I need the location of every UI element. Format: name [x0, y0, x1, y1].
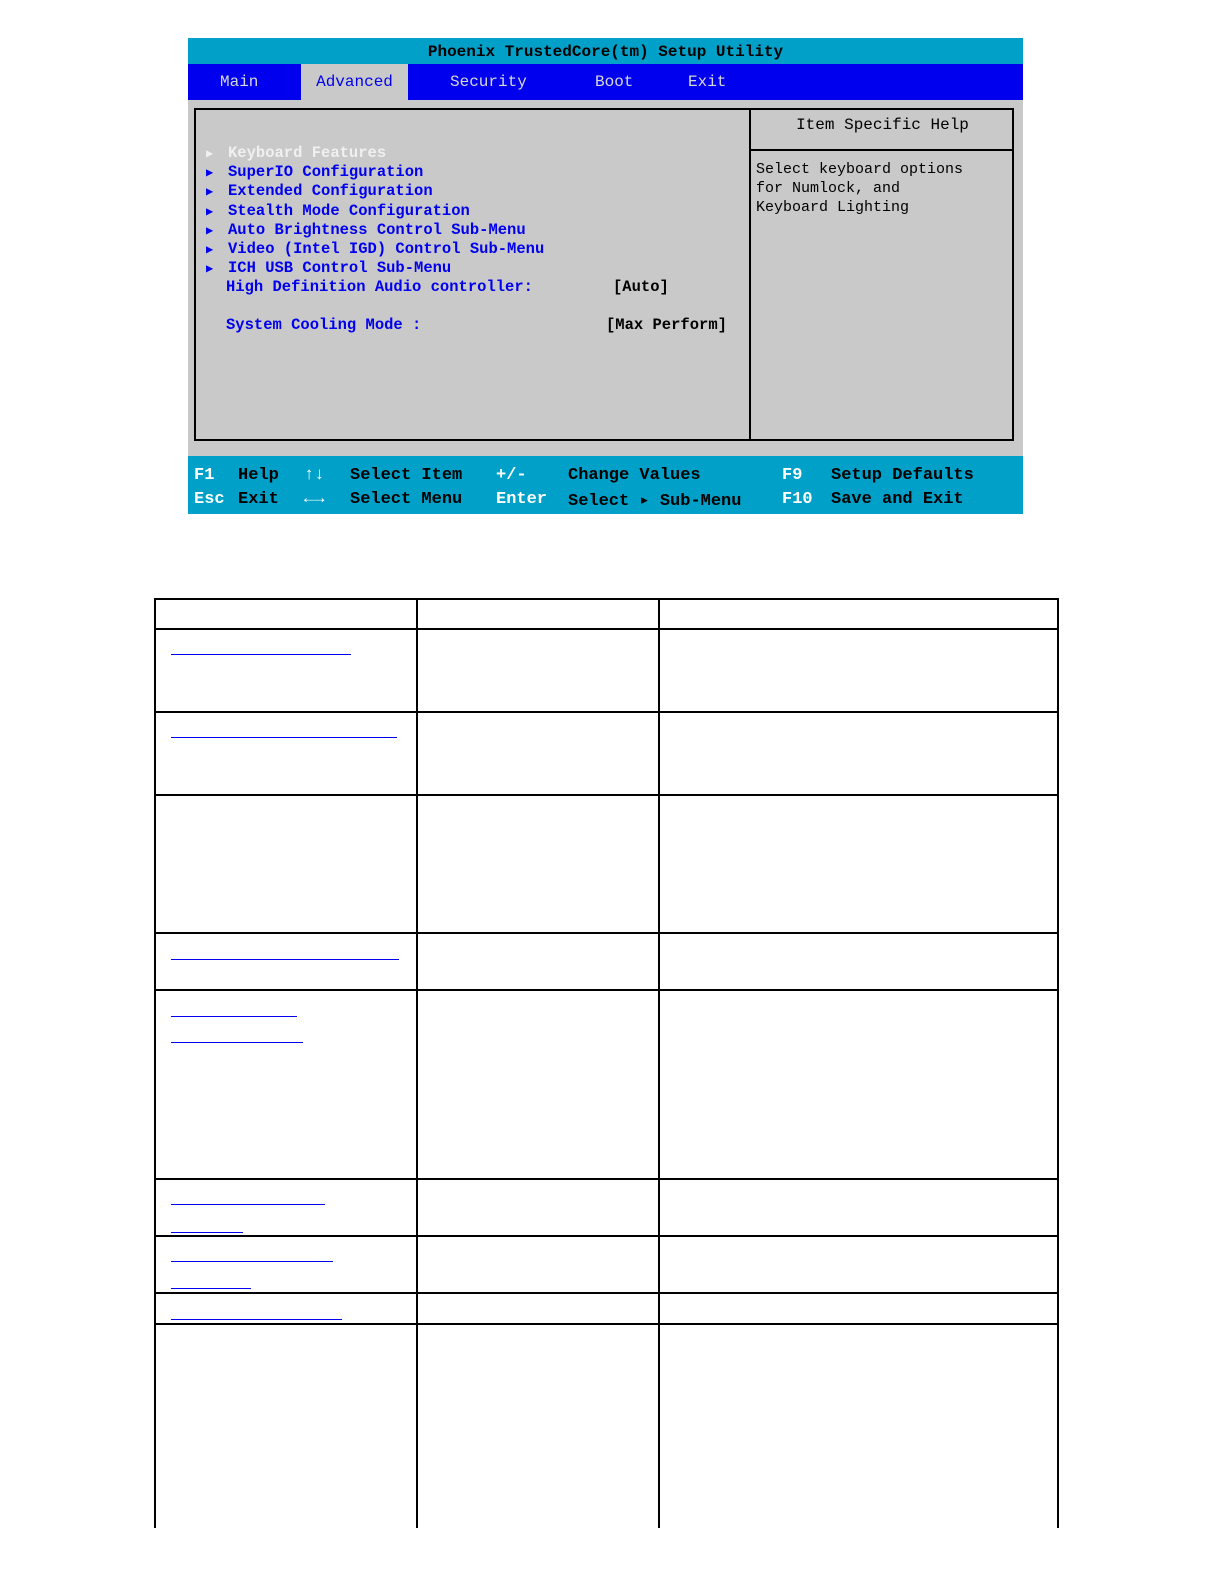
submenu-arrow-icon: ▶	[206, 262, 214, 277]
bios-screenshot	[188, 38, 1023, 514]
table-row-divider	[154, 711, 1059, 713]
submenu-keyboard-features[interactable]: ▶ Keyboard Features	[206, 144, 387, 162]
footer-key-f10: F10	[782, 490, 813, 509]
table-link[interactable]	[171, 1319, 342, 1320]
footer-key-esc: Esc	[194, 490, 225, 509]
tab-security[interactable]: Security	[450, 73, 527, 91]
footer-desc-select-menu: Select Menu	[350, 490, 463, 509]
options-table	[154, 598, 1059, 1528]
setting-cooling-mode-value[interactable]: [Max Perform]	[606, 316, 727, 334]
table-link[interactable]	[171, 1204, 325, 1205]
table-row-divider	[154, 598, 1059, 600]
table-row-divider	[154, 794, 1059, 796]
submenu-arrow-icon: ▶	[206, 166, 214, 181]
submenu-arrow-icon: ▶	[206, 185, 214, 200]
table-row-divider	[154, 1323, 1059, 1325]
setting-hd-audio-value[interactable]: [Auto]	[613, 278, 669, 296]
tab-advanced[interactable]: Advanced	[301, 64, 408, 100]
table-link[interactable]	[171, 654, 351, 655]
bios-title: Phoenix TrustedCore(tm) Setup Utility	[188, 38, 1023, 64]
table-col-divider	[1057, 1325, 1059, 1528]
table-link[interactable]	[171, 737, 397, 738]
table-link[interactable]	[171, 1016, 297, 1017]
setting-hd-audio-label: High Definition Audio controller:	[226, 278, 533, 296]
table-row-divider	[154, 1235, 1059, 1237]
footer-key-leftright: ←→	[304, 490, 325, 509]
bios-footer	[188, 456, 1023, 514]
submenu-superio-configuration[interactable]: ▶ SuperIO Configuration	[206, 163, 424, 182]
help-title: Item Specific Help	[796, 116, 969, 134]
footer-key-updown: ↑↓	[304, 466, 325, 485]
footer-key-plusminus: +/-	[496, 466, 527, 485]
footer-key-enter: Enter	[496, 490, 548, 509]
footer-desc-save-exit: Save and Exit	[831, 490, 964, 509]
tab-boot[interactable]: Boot	[595, 73, 634, 91]
bios-menubar	[188, 64, 1023, 100]
footer-desc-select-submenu: Select ▸ Sub-Menu	[568, 492, 742, 511]
submenu-list	[206, 144, 544, 278]
footer-desc-select-item: Select Item	[350, 466, 463, 485]
footer-desc-exit: Exit	[238, 490, 279, 509]
footer-key-f9: F9	[782, 466, 803, 485]
help-text: Select keyboard options for Numlock, and Keyboard Lighting	[756, 161, 964, 216]
table-link[interactable]	[171, 1042, 303, 1043]
setting-cooling-mode-label: System Cooling Mode :	[226, 316, 422, 334]
help-title-divider	[751, 149, 1014, 151]
table-row-divider	[154, 1292, 1059, 1294]
table-row-divider	[154, 932, 1059, 934]
table-row-divider	[154, 1178, 1059, 1180]
table-col-divider	[1057, 598, 1059, 1325]
table-link[interactable]	[171, 1232, 243, 1233]
tab-main[interactable]: Main	[220, 73, 259, 91]
submenu-auto-brightness[interactable]: ▶ Auto Brightness Control Sub-Menu	[206, 220, 526, 239]
table-row-divider	[154, 989, 1059, 991]
footer-desc-change-values: Change Values	[568, 466, 701, 485]
footer-desc-help: Help	[238, 466, 279, 485]
submenu-arrow-icon: ▶	[206, 204, 214, 219]
submenu-video-control[interactable]: ▶ Video (Intel IGD) Control Sub-Menu	[206, 239, 545, 258]
table-col-divider	[154, 598, 156, 1528]
submenu-arrow-icon: ▶	[206, 147, 214, 161]
bios-pane-divider	[749, 108, 751, 441]
submenu-ich-usb-control[interactable]: ▶ ICH USB Control Sub-Menu	[206, 259, 452, 278]
table-col-divider	[658, 598, 660, 1528]
table-link[interactable]	[171, 1288, 251, 1289]
table-col-divider	[416, 598, 418, 1528]
table-link[interactable]	[171, 1261, 333, 1262]
footer-desc-setup-defaults: Setup Defaults	[831, 466, 974, 485]
tab-exit[interactable]: Exit	[688, 73, 727, 91]
footer-key-f1: F1	[194, 466, 215, 485]
table-row-divider	[154, 628, 1059, 630]
submenu-arrow-icon: ▶	[206, 242, 214, 257]
table-link[interactable]	[171, 959, 399, 960]
submenu-stealth-mode[interactable]: ▶ Stealth Mode Configuration	[206, 201, 470, 220]
submenu-arrow-icon: ▶	[206, 223, 214, 238]
submenu-extended-configuration[interactable]: ▶ Extended Configuration	[206, 182, 433, 201]
